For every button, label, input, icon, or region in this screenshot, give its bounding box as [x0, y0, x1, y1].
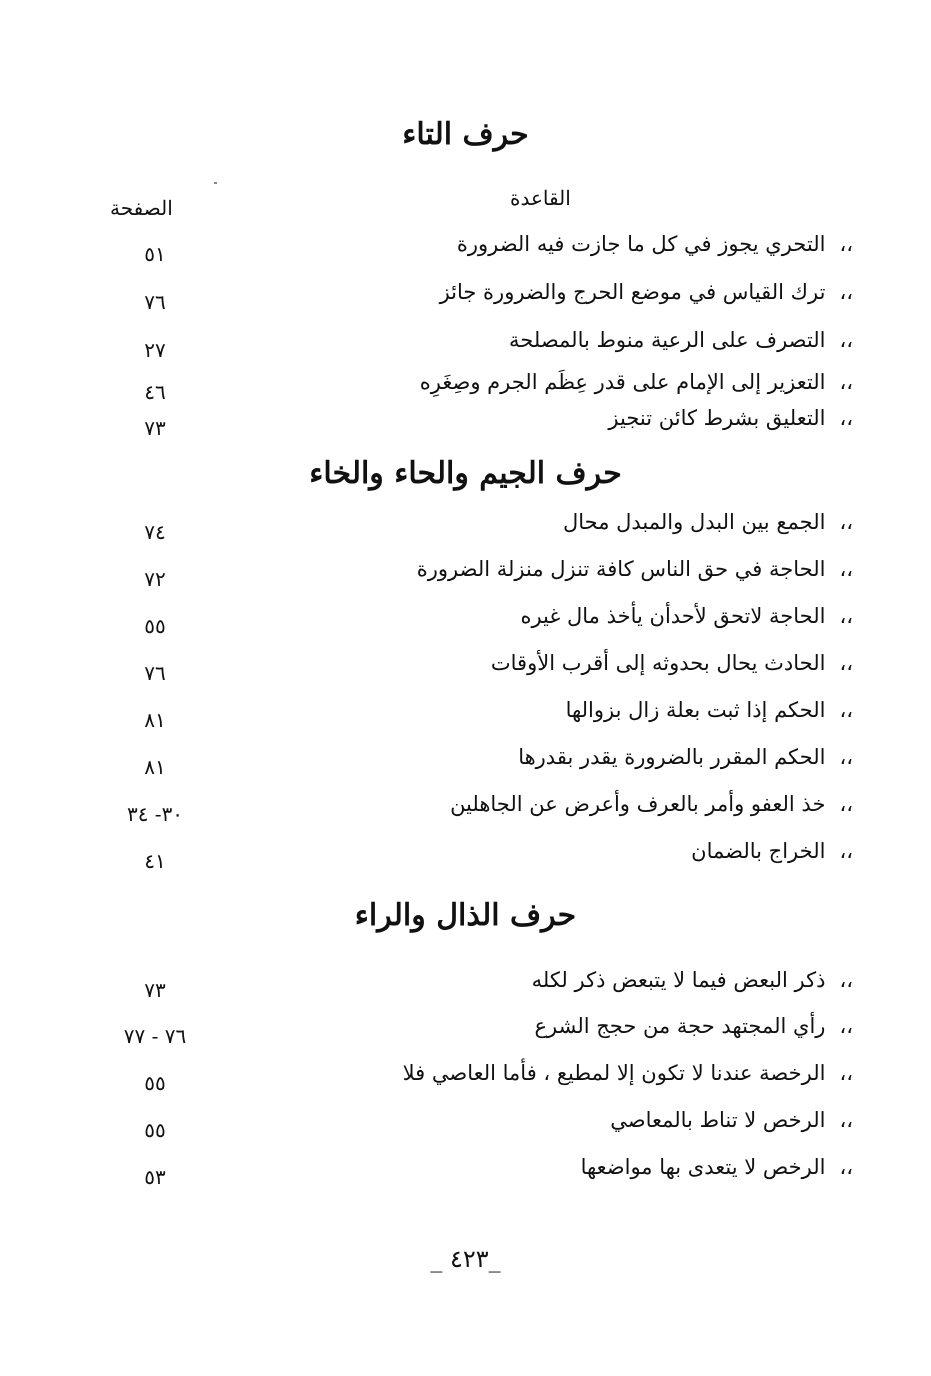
rule-text: التعزير إلى الإمام على قدر عِظَم الجرم وصِغَرِه: [419, 370, 826, 394]
index-row: [0, 1147, 931, 1187]
rule-entry: [518, 737, 853, 777]
page-reference: ٧٤: [144, 520, 166, 544]
rule-entry: [563, 502, 853, 542]
ditto-marker: ،،: [839, 280, 853, 304]
page-reference: ٧٢: [144, 567, 166, 591]
rule-entry: [520, 596, 853, 636]
ditto-marker: ،،: [839, 792, 853, 816]
ditto-marker: ،،: [839, 328, 853, 352]
ditto-marker: ،،: [839, 1108, 853, 1132]
page-reference: ٧٦ - ٧٧: [123, 1024, 187, 1048]
rule-text: ذكر البعض فيما لا يتبعض ذكر لكله: [531, 968, 826, 992]
ditto-marker: ،،: [839, 1014, 853, 1038]
ditto-marker: ،،: [839, 839, 853, 863]
index-row: [0, 960, 931, 1000]
ditto-marker: ،،: [839, 745, 853, 769]
print-speck: [214, 182, 217, 184]
page-reference: ٧٦: [144, 290, 166, 314]
rule-text: الحكم إذا ثبت بعلة زال بزوالها: [565, 698, 826, 722]
index-row: [0, 737, 931, 777]
rule-entry: [457, 224, 853, 264]
ditto-marker: ،،: [839, 557, 853, 581]
ditto-marker: ،،: [839, 1061, 853, 1085]
index-row: [0, 224, 931, 264]
column-header-rule: القاعدة: [510, 186, 571, 210]
rule-text: الرخصة عندنا لا تكون إلا لمطيع ، فأما العاصي فلا: [402, 1061, 826, 1085]
rule-entry: [566, 690, 853, 730]
rule-entry: [491, 643, 853, 683]
page-reference: ٧٣: [144, 978, 166, 1002]
rule-text: الجمع بين البدل والمبدل محال: [563, 510, 826, 534]
ditto-marker: ،،: [839, 406, 853, 430]
rule-text: ترك القياس في موضع الحرج والضرورة جائز: [439, 280, 826, 304]
rule-entry: [534, 1006, 853, 1046]
ditto-marker: ،،: [839, 968, 853, 992]
ditto-marker: ،،: [839, 651, 853, 675]
rule-text: خذ العفو وأمر بالعرف وأعرض عن الجاهلين: [450, 792, 826, 816]
section-title-thal: حرف الذال والراء: [354, 898, 577, 933]
rule-text: الحكم المقرر بالضرورة يقدر بقدرها: [518, 745, 826, 769]
index-row: [0, 549, 931, 589]
rule-entry: [691, 831, 853, 871]
index-row: [0, 398, 931, 438]
index-row: [0, 1006, 931, 1046]
page-number: _ ٤٢٣_: [430, 1245, 501, 1273]
rule-entry: [610, 1100, 853, 1140]
index-row: [0, 1053, 931, 1093]
rule-text: الحادث يحال بحدوثه إلى أقرب الأوقات: [490, 651, 826, 675]
index-row: [0, 272, 931, 312]
rule-text: التعليق بشرط كائن تنجيز: [608, 406, 826, 430]
page-reference: ٥١: [144, 242, 166, 266]
rule-entry: [608, 398, 853, 438]
ditto-marker: ،،: [839, 370, 853, 394]
index-row: [0, 362, 931, 402]
ditto-marker: ،،: [839, 1155, 853, 1179]
rule-entry: [532, 960, 853, 1000]
page-reference: ٢٧: [144, 338, 166, 362]
section-title-taa: حرف التاء: [402, 117, 529, 152]
index-row: [0, 596, 931, 636]
index-row: [0, 690, 931, 730]
ditto-marker: ،،: [839, 510, 853, 534]
rule-text: التحري يجوز في كل ما جازت فيه الضرورة: [456, 232, 826, 256]
rule-text: الرخص لا تناط بالمعاصي: [610, 1108, 826, 1132]
rule-text: رأي المجتهد حجة من حجج الشرع: [534, 1014, 826, 1038]
index-row: [0, 1100, 931, 1140]
index-row: [0, 502, 931, 542]
ditto-marker: ،،: [839, 604, 853, 628]
section-title-jeem: حرف الجيم والحاء والخاء: [309, 456, 622, 491]
rule-entry: [450, 784, 853, 824]
page-reference: ٨١: [144, 708, 166, 732]
page-reference: ٧٦: [144, 661, 166, 685]
index-row: [0, 784, 931, 824]
rule-text: الرخص لا يتعدى بها مواضعها: [580, 1155, 826, 1179]
rule-text: الحاجة في حق الناس كافة تنزل منزلة الضرورة: [416, 557, 826, 581]
rule-text: الخراج بالضمان: [691, 839, 826, 863]
rule-entry: [581, 1147, 853, 1187]
ditto-marker: ،،: [839, 232, 853, 256]
rule-text: الحاجة لاتحق لأحدأن يأخذ مال غيره: [520, 604, 826, 628]
page-reference: ٥٥: [144, 1118, 166, 1142]
page-reference: ٥٥: [144, 614, 166, 638]
page-reference: ٤١: [144, 849, 166, 873]
index-row: [0, 320, 931, 360]
page-reference: ٥٥: [144, 1071, 166, 1095]
page-reference: ٧٣: [144, 416, 166, 440]
index-row: [0, 831, 931, 871]
rule-entry: [417, 549, 853, 589]
page-reference: ٤٦: [144, 380, 166, 404]
index-row: [0, 643, 931, 683]
rule-text: التصرف على الرعية منوط بالمصلحة: [509, 328, 826, 352]
page-reference: ٣٠- ٣٤: [126, 802, 184, 826]
rule-entry: [403, 1053, 853, 1093]
page-reference: ٨١: [144, 755, 166, 779]
ditto-marker: ،،: [839, 698, 853, 722]
rule-entry: [420, 362, 853, 402]
rule-entry: [509, 320, 853, 360]
page-reference: ٥٣: [144, 1165, 166, 1189]
rule-entry: [440, 272, 853, 312]
column-header-page: الصفحة: [110, 196, 173, 220]
